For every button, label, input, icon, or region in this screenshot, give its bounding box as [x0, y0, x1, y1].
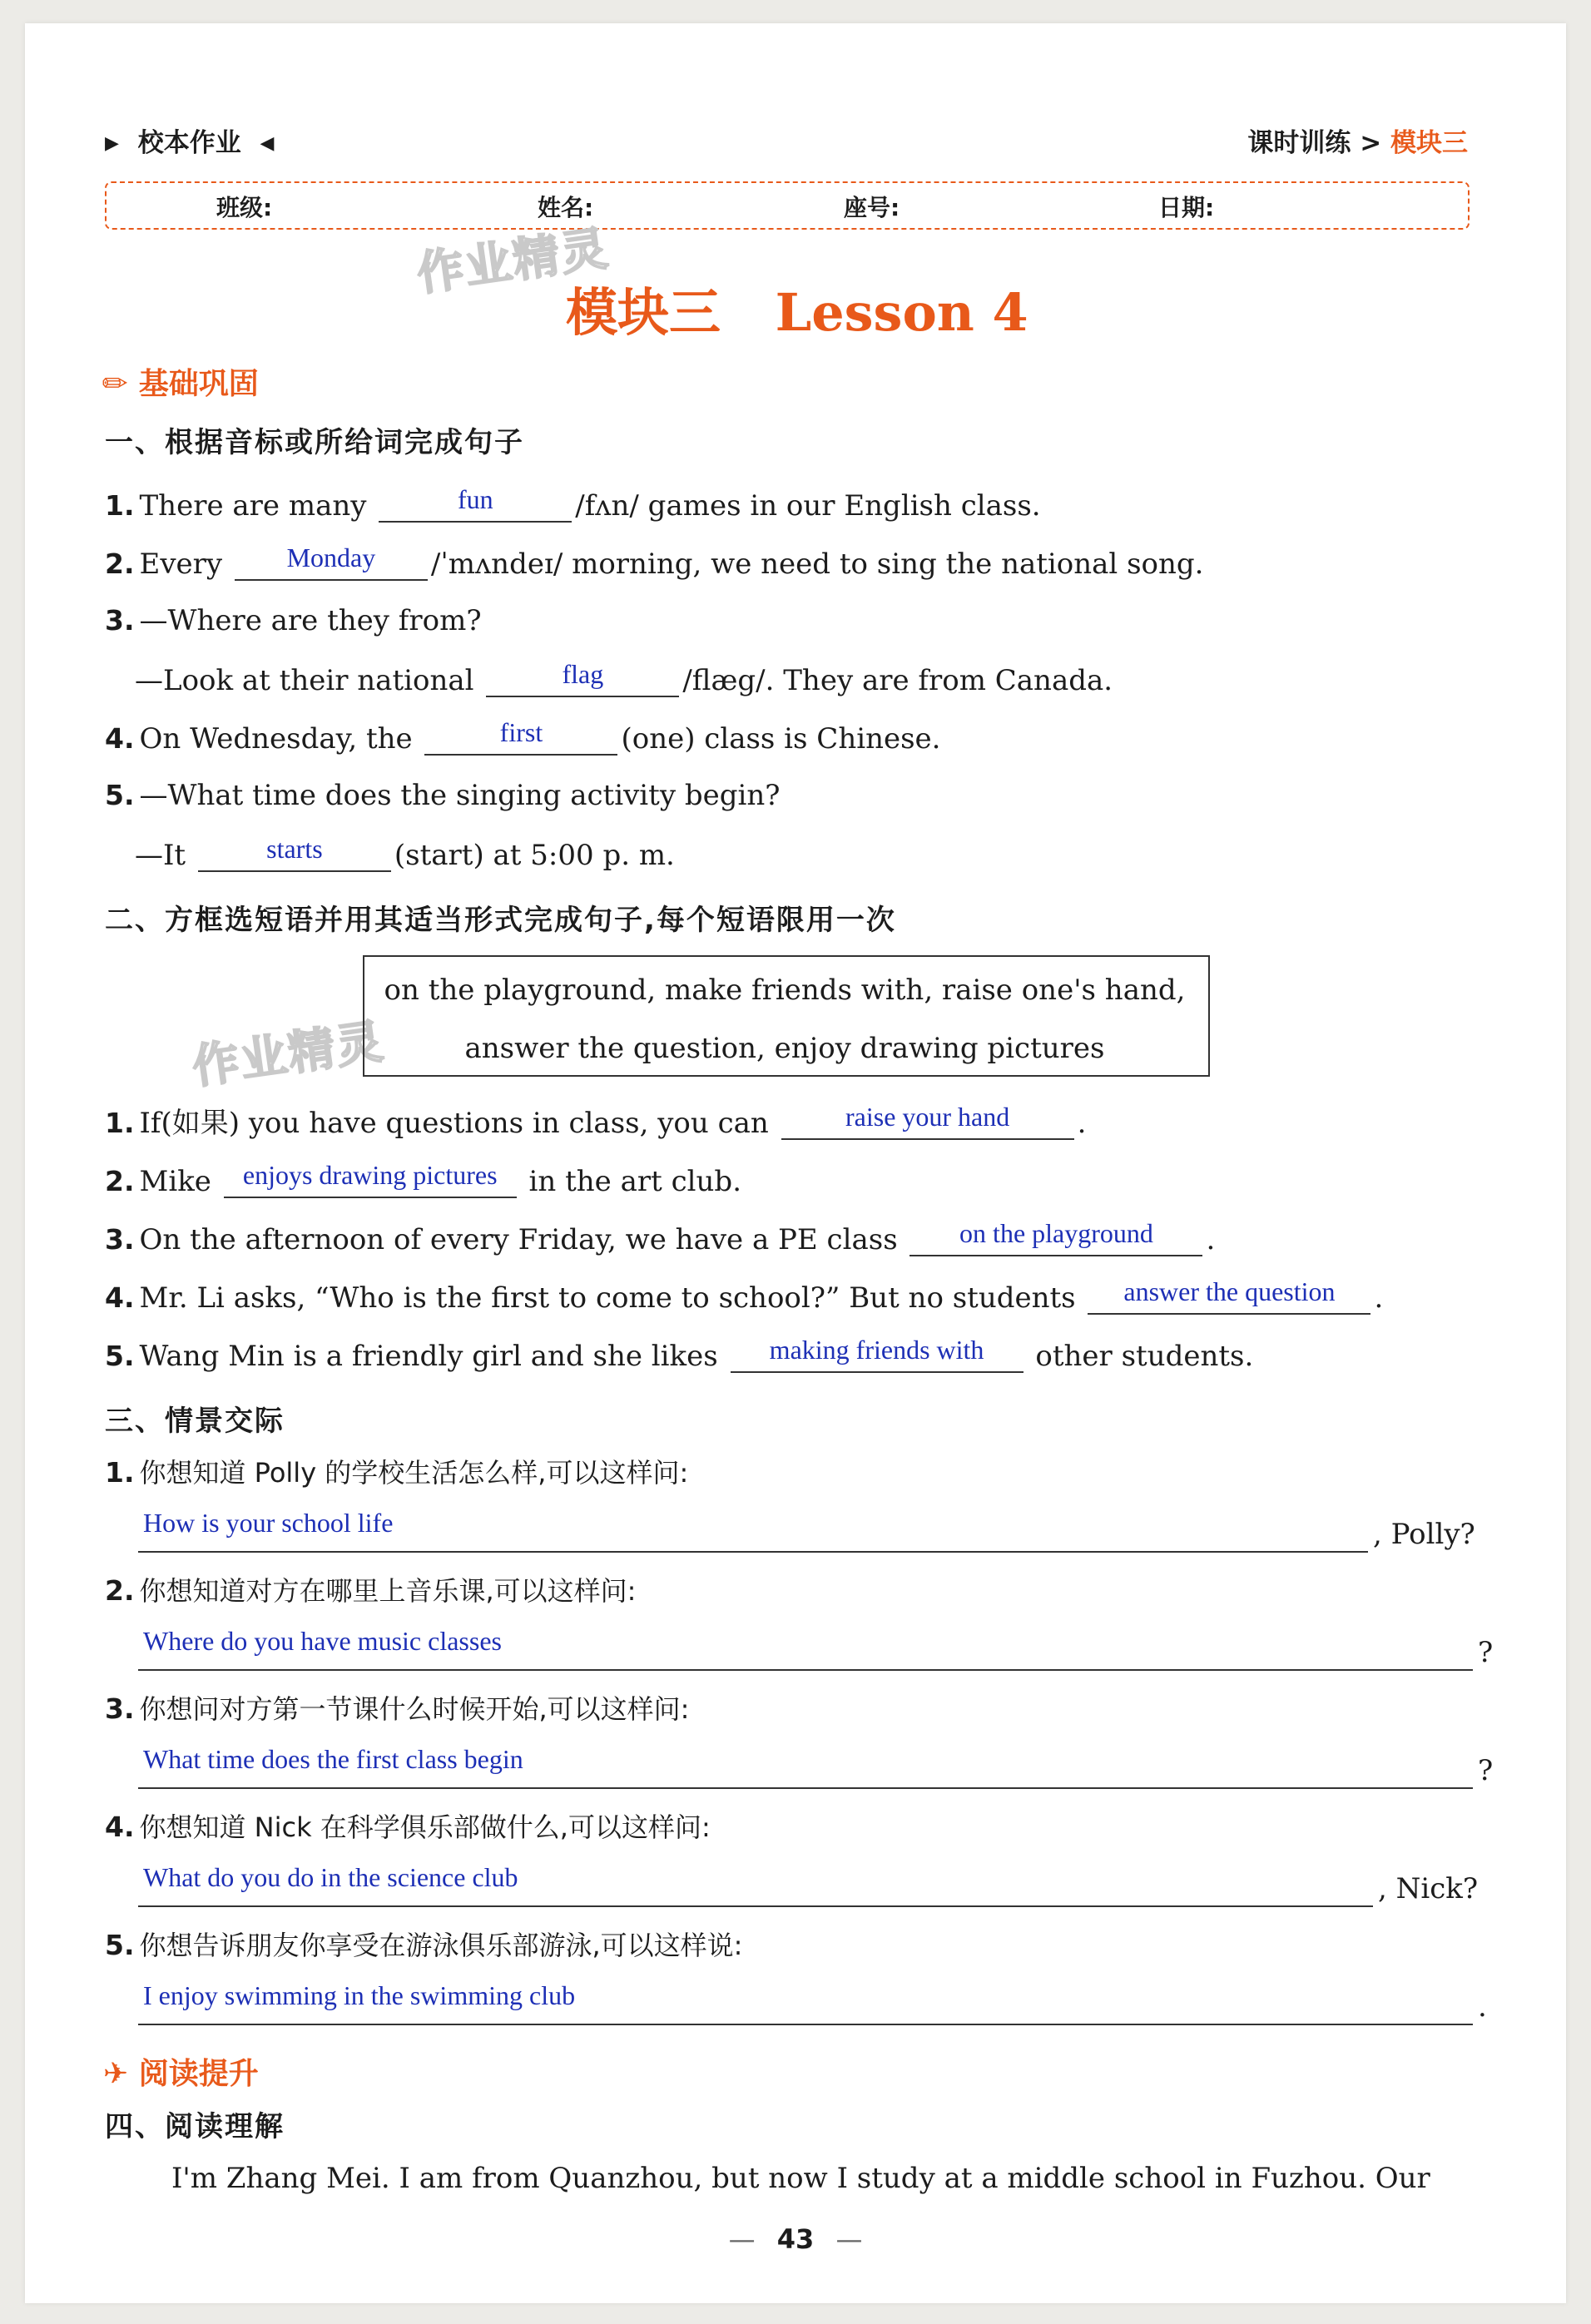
- question-text: Wang Min is a friendly girl and she likes: [139, 1340, 718, 1373]
- part1-q5-line1: [105, 779, 780, 812]
- question-number: 4.: [105, 722, 135, 755]
- answer-blank[interactable]: [235, 543, 428, 581]
- question-end: , Polly?: [1373, 1518, 1475, 1551]
- part2-heading: 二、方框选短语并用其适当形式完成句子,每个短语限用一次: [105, 904, 896, 937]
- answer-line[interactable]: [138, 1626, 1473, 1671]
- class-field-label: 班级:: [216, 194, 273, 221]
- question-text: —It: [135, 839, 186, 872]
- answer-text: flag: [562, 659, 604, 689]
- question-text: If(如果) you have questions in class, you can: [139, 1107, 769, 1140]
- question-number: 5.: [105, 1340, 135, 1372]
- answer-text: enjoys drawing pictures: [242, 1160, 498, 1190]
- answer-text: What time does the first class begin: [143, 1744, 523, 1774]
- question-text: other students.: [1035, 1340, 1254, 1373]
- question-end: ?: [1478, 1636, 1494, 1669]
- question-number: 2.: [105, 1574, 135, 1607]
- part1-q1: [105, 484, 1041, 523]
- answer-text: How is your school life: [143, 1508, 394, 1538]
- answer-blank[interactable]: [909, 1218, 1202, 1256]
- answer-blank[interactable]: [1088, 1276, 1370, 1315]
- header-module: 模块三: [1390, 128, 1468, 158]
- part3-heading: 三、情景交际: [105, 1405, 285, 1438]
- header-left-label: 校本作业: [137, 128, 241, 158]
- seat-field-label: 座号:: [844, 194, 900, 221]
- question-end: .: [1478, 1990, 1487, 2024]
- section-basic-label: 基础巩固: [138, 367, 259, 401]
- part3-q3-prompt: [105, 1692, 689, 1726]
- question-number: 1.: [105, 1456, 135, 1489]
- answer-text: answer the question: [1123, 1276, 1336, 1306]
- answer-text: raise your hand: [845, 1102, 1010, 1132]
- part3-q5-prompt: [105, 1929, 742, 1962]
- part1-q4: [105, 717, 941, 756]
- part4-heading: 四、阅读理解: [105, 2110, 285, 2143]
- question-text: .: [1077, 1107, 1087, 1140]
- question-text: .: [1374, 1281, 1384, 1315]
- question-text: 你想知道 Nick 在科学俱乐部做什么,可以这样问:: [139, 1811, 711, 1843]
- question-text: —What time does the singing activity begin?: [139, 779, 781, 812]
- question-number: 2.: [105, 548, 135, 580]
- part1-heading: 一、根据音标或所给词完成句子: [105, 426, 524, 459]
- phrase-box-line1: on the playground, make friends with, raise one's hand,: [384, 974, 1186, 1007]
- part2-q4: [105, 1276, 1384, 1315]
- rocket-icon: ✈: [103, 2057, 129, 2091]
- watermark: 作业精灵: [414, 221, 613, 302]
- name-field-label: 姓名:: [538, 194, 594, 221]
- question-text: .: [1206, 1223, 1216, 1256]
- question-end: , Nick?: [1378, 1872, 1479, 1905]
- right-triangle-icon: ▶: [105, 133, 119, 154]
- question-text: /ˈmʌndeɪ/ morning, we need to sing the national song.: [430, 548, 1204, 581]
- answer-text: Monday: [286, 543, 376, 572]
- title-module: 模块三: [566, 282, 721, 343]
- answer-text: first: [499, 717, 543, 747]
- answer-text: I enjoy swimming in the swimming club: [143, 1980, 576, 2010]
- answer-text: on the playground: [959, 1218, 1153, 1248]
- answer-text: Where do you have music classes: [143, 1626, 502, 1656]
- question-number: 4.: [105, 1281, 135, 1314]
- answer-line[interactable]: [138, 1862, 1373, 1907]
- part1-q5-line2: [135, 834, 675, 872]
- answer-blank[interactable]: [379, 484, 572, 523]
- header-right: [1247, 121, 1468, 159]
- part2-q2: [105, 1160, 741, 1198]
- question-text: Mr. Li asks, “Who is the first to come to school?” But no students: [139, 1281, 1076, 1315]
- answer-blank[interactable]: [198, 834, 391, 872]
- question-text: Every: [139, 548, 223, 581]
- answer-blank[interactable]: [224, 1160, 517, 1198]
- question-text: in the art club.: [528, 1165, 741, 1198]
- question-number: 1.: [105, 1107, 135, 1139]
- question-number: 5.: [105, 779, 135, 811]
- question-end: ?: [1478, 1754, 1494, 1787]
- question-text: /flæg/. They are from Canada.: [682, 664, 1113, 697]
- question-text: 你想告诉朋友你享受在游泳俱乐部游泳,可以这样说:: [139, 1930, 743, 1961]
- section-reading: [103, 2050, 259, 2093]
- question-number: 5.: [105, 1929, 135, 1961]
- section-reading-label: 阅读提升: [138, 2057, 259, 2091]
- question-number: 1.: [105, 489, 135, 522]
- part1-q3-line2: [135, 659, 1113, 697]
- date-field-label: 日期:: [1158, 194, 1215, 221]
- answer-text: fun: [457, 484, 493, 514]
- question-number: 4.: [105, 1811, 135, 1843]
- part2-q3: [105, 1218, 1216, 1256]
- part3-q2-prompt: [105, 1574, 636, 1608]
- header-right-prefix: 课时训练 >: [1247, 128, 1382, 158]
- answer-text: starts: [266, 834, 323, 864]
- question-text: —Look at their national: [135, 664, 474, 697]
- answer-blank[interactable]: [731, 1335, 1023, 1373]
- answer-line[interactable]: [138, 1980, 1473, 2025]
- pencil-icon: ✎: [94, 363, 137, 405]
- answer-blank[interactable]: [781, 1102, 1074, 1140]
- question-text: —Where are they from?: [139, 604, 482, 637]
- answer-text: making friends with: [769, 1335, 984, 1365]
- section-basic: [94, 360, 259, 405]
- question-number: 3.: [105, 1692, 135, 1725]
- answer-blank[interactable]: [424, 717, 617, 756]
- question-text: Mike: [139, 1165, 211, 1198]
- answer-blank[interactable]: [486, 659, 679, 697]
- question-text: /fʌn/ games in our English class.: [575, 489, 1041, 523]
- part1-q2: [105, 543, 1204, 581]
- question-text: On the afternoon of every Friday, we have a PE class: [139, 1223, 898, 1256]
- question-number: 3.: [105, 604, 135, 637]
- part2-q5: [105, 1335, 1254, 1373]
- question-text: 你想知道 Polly 的学校生活怎么样,可以这样问:: [139, 1457, 689, 1489]
- question-text: On Wednesday, the: [139, 722, 413, 756]
- header-left: [105, 121, 274, 159]
- page-title: [566, 271, 1028, 345]
- question-text: (start) at 5:00 p. m.: [394, 839, 675, 872]
- part3-q1-prompt: [105, 1456, 688, 1489]
- title-lesson: Lesson 4: [775, 282, 1028, 343]
- question-text: (one) class is Chinese.: [621, 722, 941, 756]
- answer-line[interactable]: [138, 1744, 1473, 1789]
- part1-q3-line1: [105, 604, 482, 637]
- part2-q1: [105, 1102, 1087, 1140]
- phrase-box-line2: answer the question, enjoy drawing pictures: [464, 1032, 1105, 1065]
- question-text: 你想知道对方在哪里上音乐课,可以这样问:: [139, 1575, 637, 1607]
- student-info-box: [105, 181, 1470, 230]
- answer-text: What do you do in the science club: [143, 1862, 518, 1892]
- page-number-row: — 43 —: [728, 2223, 863, 2255]
- worksheet-page: [25, 23, 1566, 2303]
- left-triangle-icon: ◀: [260, 133, 275, 154]
- watermark: 作业精灵: [189, 1014, 389, 1095]
- page-number: 43: [776, 2223, 815, 2255]
- question-number: 3.: [105, 1223, 135, 1256]
- part3-q4-prompt: [105, 1811, 711, 1844]
- question-text: 你想问对方第一节课什么时候开始,可以这样问:: [139, 1693, 690, 1725]
- reading-passage: I'm Zhang Mei. I am from Quanzhou, but now I study at a middle school in Fuzhou. Our: [171, 2162, 1430, 2195]
- answer-line[interactable]: [138, 1508, 1368, 1553]
- question-text: There are many: [139, 489, 367, 523]
- question-number: 2.: [105, 1165, 135, 1197]
